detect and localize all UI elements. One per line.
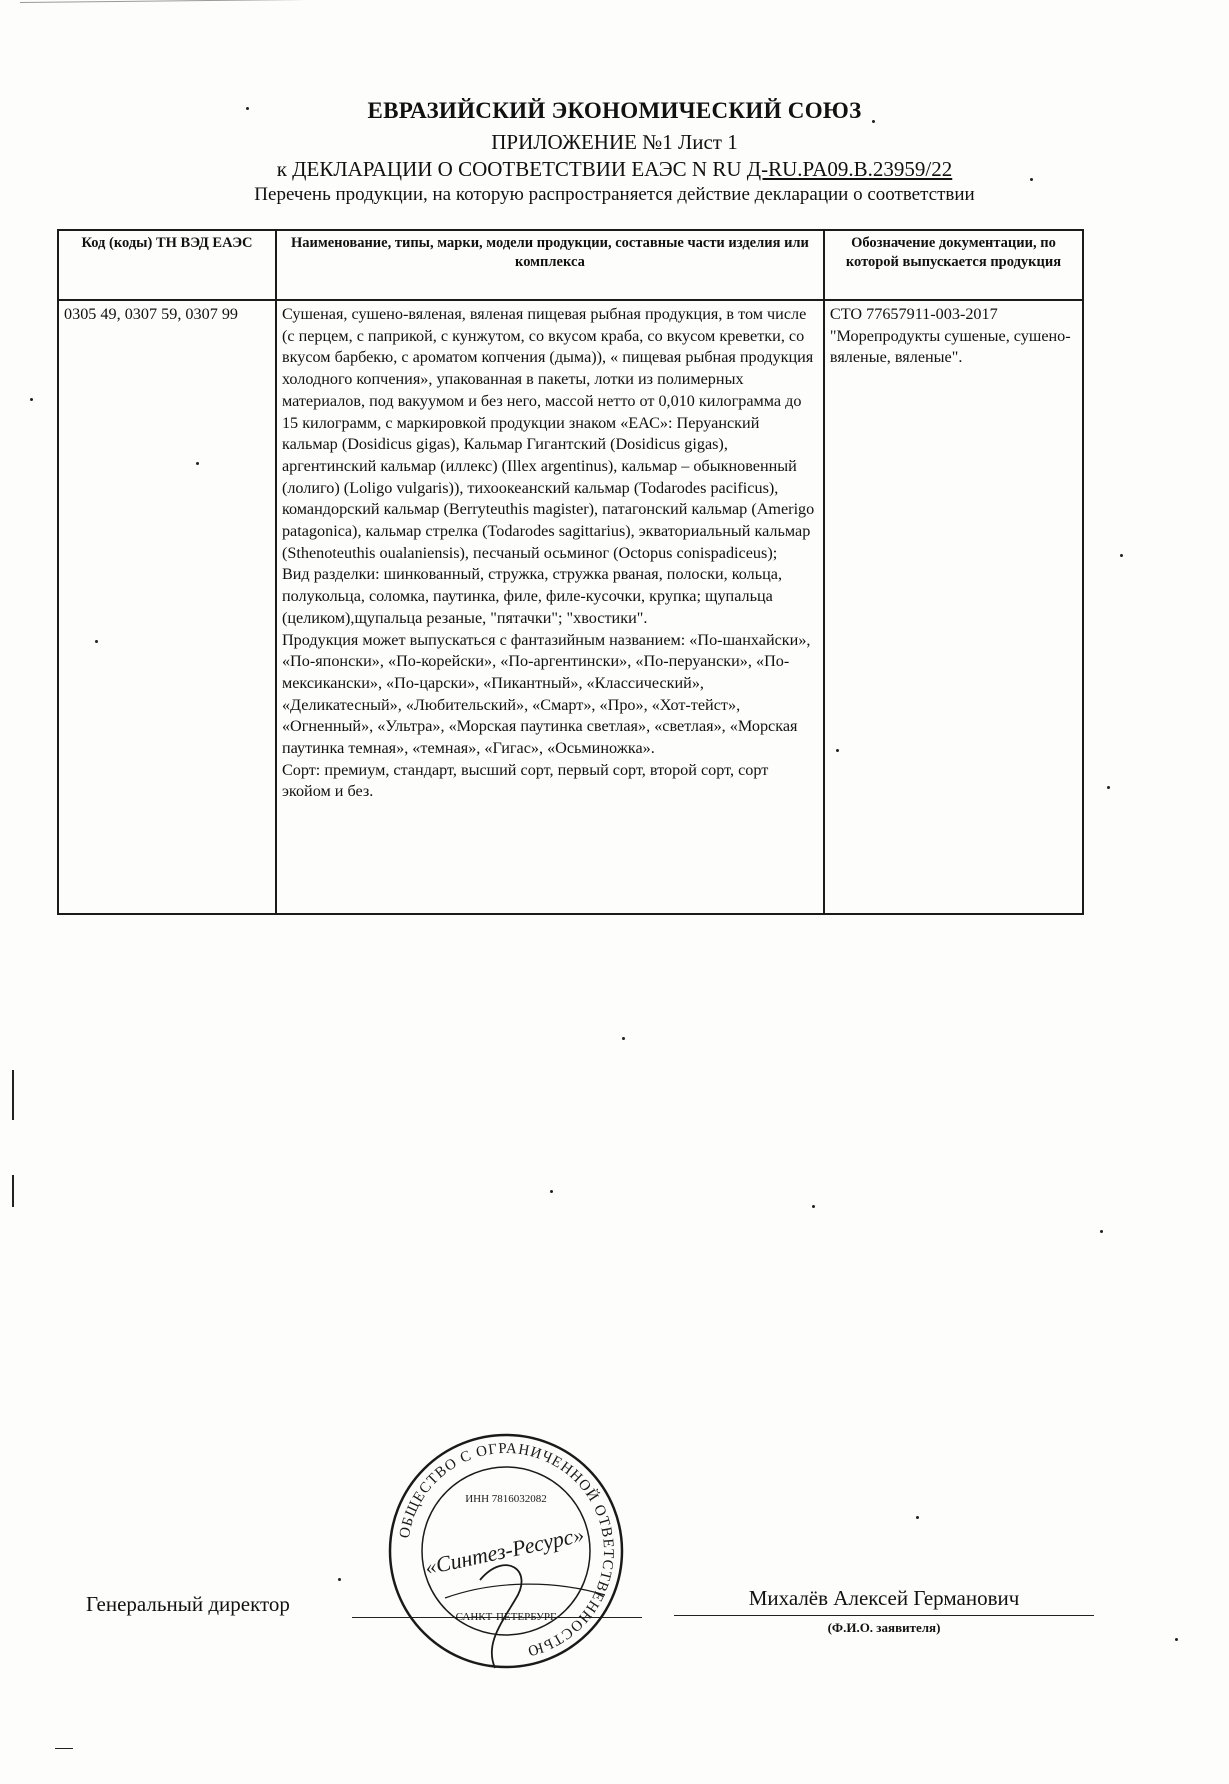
scan-speck [1100,1230,1103,1233]
scan-speck [1107,786,1110,789]
svg-text:САНКТ-ПЕТЕРБУРГ: САНКТ-ПЕТЕРБУРГ [455,1611,557,1623]
svg-text:«Синтез-Ресурс»: «Синтез-Ресурс» [422,1521,587,1580]
cell-codes: 0305 49, 0307 59, 0307 99 [58,300,276,914]
scan-speck [812,1205,815,1208]
description-grades: Сорт: премиум, стандарт, высший сорт, первый сорт, второй сорт, сорт экойом и без. [281,760,769,801]
scan-speck [1175,1638,1178,1641]
union-title: ЕВРАЗИЙСКИЙ ЭКОНОМИЧЕСКИЙ СОЮЗ [367,98,862,123]
cell-description [276,300,824,914]
svg-text:ИНН 7816032082: ИНН 7816032082 [465,1493,547,1505]
declaration-title [0,157,1229,182]
scan-speck [550,1190,553,1193]
scan-speck [196,462,199,465]
name-underline [674,1615,1094,1616]
description-cut-types: Вид разделки: шинкованный, стружка, стружка рваная, полоски, кольца, полукольца, соломка, паутинка, филе, филе-кусочки, крупка; щупальца (целиком),щупальца резаные, "пятачки"; "хвостики". [281,565,782,627]
description-names: Продукция может выпускаться с фантазийным названием: «По-шанхайски», «По-японски», «По-корейски», «По-аргентински», «По-перуански», «По-мексикански», «По-царски», «Пикантный», «Классический», «Деликатесный», «Любительский», «Смарт», «Про», «Хот-тейст», «Огненный», «Ультра», «Морская паутинка светлая», «светлая», «Морская паутинка темная», «темная», «Гигас», «Осьминожка». [281,630,811,758]
scan-margin-mark [12,1175,14,1207]
scan-speck [622,1037,625,1040]
scan-speck [872,120,875,123]
declaration-number: Д-RU.PA09.B.23959/22 [746,157,953,181]
scan-margin-mark [12,1070,14,1120]
signer-name: Михалёв Алексей Германович [748,1586,1020,1610]
products-table [57,229,1084,915]
scan-speck [836,749,839,752]
svg-text:ОБЩЕСТВО С ОГРАНИЧЕННОЙ ОТВЕТС: ОБЩЕСТВО С ОГРАНИЧЕННОЙ ОТВЕТСТВЕННОСТЬЮ [396,1440,617,1659]
signer-position: Генеральный директор [86,1592,290,1616]
signer-caption: (Ф.И.О. заявителя) [827,1620,941,1635]
scan-speck [916,1516,919,1519]
scan-speck [30,398,33,401]
scan-speck [1120,554,1123,557]
scan-speck [246,107,249,110]
scan-edge-line [20,0,1210,3]
scan-margin-mark [55,1748,73,1749]
table-header-row [58,230,1083,300]
description-products: Сушеная, сушено-вяленая, вяленая пищевая рыбная продукция, в том числе (с перцем, с паприкой, с кунжутом, со вкусом краба, со вкусом креветки, со вкусом барбекю, с ароматом копчения (дыма)), « пищевая рыбная продукция холодного копчения», упакованная в пакеты, лотки из полимерных материалов, под вакуумом и без него, массой нетто от 0,010 килограмма до 15 килограмм, с маркировкой продукции знаком «ЕАС»: Перуанский кальмар (Dosidicus gigas), Кальмар Гигантский (Dosidicus gigas), аргентинский кальмар (иллекс) (Illex argentinus), кальмар – обыкновенный (лолиго) (Loligo vulgaris)), тихоокеанский кальмар (Todarodes pacificus), командорский кальмар (Berryteuthis magister), патагонский кальмар (Amerigo patagonica), кальмар стрелка (Todarodes sagittarius), экваториальный кальмар (Sthenoteuthis oualaniensis), песчаный осьминог (Octopus conispadiceus); [281,305,815,562]
header-documentation: Обозначение документации, по которой выпускается продукция [824,230,1083,300]
scan-speck [338,1578,341,1581]
declaration-prefix: к ДЕКЛАРАЦИИ О СООТВЕТСТВИИ ЕАЭС N RU [276,157,742,181]
product-list-title: Перечень продукции, на которую распространяется действие декларации о соответствии [254,184,975,205]
table-row [58,300,1083,914]
header-description: Наименование, типы, марки, модели продукции, составные части изделия или комплекса [276,230,824,300]
header-codes: Код (коды) ТН ВЭД ЕАЭС [58,230,276,300]
scan-speck [1030,178,1033,181]
cell-documentation: СТО 77657911-003-2017 "Морепродукты сушеные, сушено-вяленые, вяленые". [824,300,1083,914]
scan-speck [95,640,98,643]
company-seal [385,1430,627,1672]
appendix-title: ПРИЛОЖЕНИЕ №1 Лист 1 [491,130,738,154]
